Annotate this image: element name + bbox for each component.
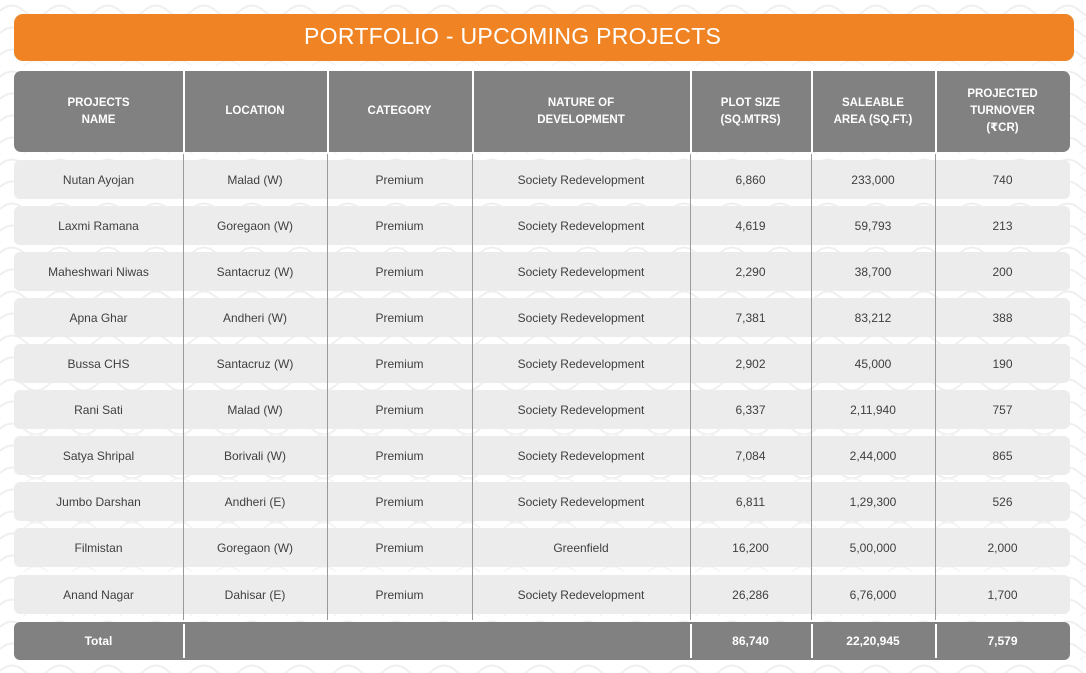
cell-project-name: Apna Ghar bbox=[69, 310, 128, 325]
column-divider bbox=[935, 246, 936, 297]
column-divider bbox=[472, 71, 474, 152]
cell-nature-of-development: Society Redevelopment bbox=[517, 218, 645, 233]
cell-location: Borivali (W) bbox=[224, 448, 286, 463]
column-divider bbox=[183, 71, 185, 152]
column-divider bbox=[472, 569, 473, 620]
cell-projected-turnover: 2,000 bbox=[987, 540, 1018, 555]
column-divider bbox=[690, 200, 691, 251]
column-divider bbox=[472, 430, 473, 481]
column-divider bbox=[327, 292, 328, 343]
table-row bbox=[14, 575, 1070, 614]
cell-project-name: Filmistan bbox=[74, 540, 123, 555]
cell-nature-of-development: Society Redevelopment bbox=[517, 494, 645, 509]
column-divider bbox=[811, 200, 812, 251]
cell-project-name: Jumbo Darshan bbox=[56, 494, 141, 509]
column-divider bbox=[690, 569, 691, 620]
column-divider bbox=[472, 154, 473, 205]
cell-plot-size: 4,619 bbox=[735, 218, 766, 233]
total-turnover: 7,579 bbox=[987, 634, 1018, 648]
cell-plot-size: 6,337 bbox=[735, 402, 766, 417]
column-divider bbox=[935, 200, 936, 251]
column-divider bbox=[183, 338, 184, 389]
column-divider bbox=[935, 338, 936, 389]
column-divider bbox=[690, 71, 692, 152]
table-row bbox=[14, 206, 1070, 245]
cell-saleable-area: 2,44,000 bbox=[849, 448, 897, 463]
cell-category: Premium bbox=[375, 402, 424, 417]
cell-plot-size: 2,290 bbox=[735, 264, 766, 279]
cell-location: Santacruz (W) bbox=[216, 264, 294, 279]
table-row bbox=[14, 160, 1070, 199]
column-divider bbox=[811, 338, 812, 389]
cell-project-name: Bussa CHS bbox=[67, 356, 130, 371]
column-divider bbox=[327, 569, 328, 620]
cell-projected-turnover: 865 bbox=[992, 448, 1013, 463]
cell-saleable-area: 233,000 bbox=[851, 172, 895, 187]
column-divider bbox=[811, 292, 812, 343]
column-divider bbox=[935, 292, 936, 343]
column-divider bbox=[183, 569, 184, 620]
cell-projected-turnover: 740 bbox=[992, 172, 1013, 187]
column-divider bbox=[183, 384, 184, 435]
column-divider bbox=[327, 384, 328, 435]
cell-nature-of-development: Greenfield bbox=[553, 540, 609, 555]
total-label: Total bbox=[84, 634, 113, 648]
table-row bbox=[14, 436, 1070, 475]
cell-plot-size: 7,381 bbox=[735, 310, 766, 325]
cell-category: Premium bbox=[375, 264, 424, 279]
table-row bbox=[14, 298, 1070, 337]
cell-category: Premium bbox=[375, 310, 424, 325]
column-divider bbox=[935, 476, 936, 527]
header-saleable-area: SALEABLE AREA (SQ.FT.) bbox=[833, 96, 913, 126]
header-projected-turnover: PROJECTED TURNOVER (₹CR) bbox=[967, 88, 1038, 134]
table-row bbox=[14, 528, 1070, 567]
cell-projected-turnover: 1,700 bbox=[987, 587, 1018, 602]
cell-category: Premium bbox=[375, 218, 424, 233]
cell-saleable-area: 83,212 bbox=[854, 310, 892, 325]
cell-project-name: Satya Shripal bbox=[62, 448, 135, 463]
table-row bbox=[14, 482, 1070, 521]
column-divider bbox=[327, 430, 328, 481]
column-divider bbox=[183, 430, 184, 481]
cell-project-name: Maheshwari Niwas bbox=[48, 264, 149, 279]
cell-location: Andheri (E) bbox=[224, 494, 286, 509]
cell-saleable-area: 2,11,940 bbox=[850, 402, 896, 417]
cell-category: Premium bbox=[375, 448, 424, 463]
column-divider bbox=[183, 624, 185, 658]
column-divider bbox=[811, 384, 812, 435]
cell-location: Goregaon (W) bbox=[216, 218, 294, 233]
column-divider bbox=[183, 476, 184, 527]
column-divider bbox=[811, 522, 812, 573]
header-category: CATEGORY bbox=[367, 105, 432, 117]
column-divider bbox=[327, 71, 329, 152]
column-divider bbox=[690, 522, 691, 573]
cell-nature-of-development: Society Redevelopment bbox=[517, 402, 645, 417]
cell-location: Malad (W) bbox=[227, 172, 283, 187]
column-divider bbox=[327, 246, 328, 297]
cell-location: Malad (W) bbox=[227, 402, 283, 417]
column-divider bbox=[690, 246, 691, 297]
column-divider bbox=[811, 154, 812, 205]
column-divider bbox=[183, 522, 184, 573]
header-project-name: PROJECTS NAME bbox=[67, 96, 130, 126]
cell-saleable-area: 45,000 bbox=[854, 356, 892, 371]
column-divider bbox=[935, 384, 936, 435]
column-divider bbox=[690, 476, 691, 527]
column-divider bbox=[811, 71, 813, 152]
column-divider bbox=[327, 200, 328, 251]
header-nature-of-development: NATURE OF DEVELOPMENT bbox=[537, 96, 625, 126]
table-header bbox=[14, 71, 1070, 152]
cell-projected-turnover: 200 bbox=[992, 264, 1013, 279]
cell-plot-size: 7,084 bbox=[735, 448, 766, 463]
cell-plot-size: 16,200 bbox=[732, 540, 769, 555]
table-row bbox=[14, 344, 1070, 383]
column-divider bbox=[472, 522, 473, 573]
cell-location: Goregaon (W) bbox=[216, 540, 294, 555]
column-divider bbox=[811, 246, 812, 297]
column-divider bbox=[183, 246, 184, 297]
column-divider bbox=[472, 292, 473, 343]
cell-plot-size: 6,860 bbox=[735, 172, 766, 187]
column-divider bbox=[690, 154, 691, 205]
column-divider bbox=[690, 430, 691, 481]
cell-saleable-area: 59,793 bbox=[854, 218, 892, 233]
table-row bbox=[14, 390, 1070, 429]
cell-saleable-area: 5,00,000 bbox=[849, 540, 897, 555]
column-divider bbox=[472, 384, 473, 435]
cell-location: Dahisar (E) bbox=[224, 587, 286, 602]
column-divider bbox=[811, 569, 812, 620]
cell-plot-size: 6,811 bbox=[735, 494, 766, 509]
column-divider bbox=[935, 569, 936, 620]
cell-category: Premium bbox=[375, 494, 424, 509]
table-row bbox=[14, 252, 1070, 291]
cell-projected-turnover: 213 bbox=[992, 218, 1013, 233]
cell-project-name: Laxmi Ramana bbox=[58, 218, 139, 233]
cell-projected-turnover: 388 bbox=[992, 310, 1013, 325]
cell-location: Santacruz (W) bbox=[216, 356, 294, 371]
cell-nature-of-development: Society Redevelopment bbox=[517, 448, 645, 463]
column-divider bbox=[935, 522, 936, 573]
column-divider bbox=[811, 476, 812, 527]
cell-nature-of-development: Society Redevelopment bbox=[517, 310, 645, 325]
cell-projected-turnover: 190 bbox=[992, 356, 1013, 371]
cell-nature-of-development: Society Redevelopment bbox=[517, 587, 645, 602]
cell-project-name: Rani Sati bbox=[74, 402, 123, 417]
cell-category: Premium bbox=[375, 172, 424, 187]
page-title: PORTFOLIO - UPCOMING PROJECTS bbox=[304, 23, 722, 49]
column-divider bbox=[472, 338, 473, 389]
cell-plot-size: 2,902 bbox=[735, 356, 766, 371]
cell-category: Premium bbox=[375, 356, 424, 371]
cell-nature-of-development: Society Redevelopment bbox=[517, 264, 645, 279]
total-plot-size: 86,740 bbox=[732, 634, 769, 648]
column-divider bbox=[935, 430, 936, 481]
column-divider bbox=[690, 384, 691, 435]
total-saleable-area: 22,20,945 bbox=[846, 634, 900, 648]
column-divider bbox=[183, 292, 184, 343]
column-divider bbox=[327, 476, 328, 527]
cell-saleable-area: 1,29,300 bbox=[849, 494, 897, 509]
column-divider bbox=[690, 338, 691, 389]
cell-nature-of-development: Society Redevelopment bbox=[517, 172, 645, 187]
column-divider bbox=[935, 71, 937, 152]
column-divider bbox=[472, 246, 473, 297]
column-divider bbox=[327, 522, 328, 573]
cell-saleable-area: 38,700 bbox=[854, 264, 892, 279]
column-divider bbox=[935, 154, 936, 205]
cell-project-name: Nutan Ayojan bbox=[62, 172, 135, 187]
cell-location: Andheri (W) bbox=[222, 310, 287, 325]
column-divider bbox=[472, 476, 473, 527]
header-plot-size: PLOT SIZE (SQ.MTRS) bbox=[720, 96, 781, 126]
cell-category: Premium bbox=[375, 587, 424, 602]
column-divider bbox=[811, 430, 812, 481]
column-divider bbox=[183, 154, 184, 205]
cell-saleable-area: 6,76,000 bbox=[849, 587, 897, 602]
cell-category: Premium bbox=[375, 540, 424, 555]
title-banner bbox=[14, 14, 1074, 61]
column-divider bbox=[327, 154, 328, 205]
column-divider bbox=[183, 200, 184, 251]
total-row bbox=[14, 622, 1070, 660]
header-location: LOCATION bbox=[225, 105, 285, 117]
cell-projected-turnover: 526 bbox=[992, 494, 1013, 509]
cell-projected-turnover: 757 bbox=[992, 402, 1013, 417]
cell-plot-size: 26,286 bbox=[732, 587, 769, 602]
cell-project-name: Anand Nagar bbox=[63, 587, 134, 602]
column-divider bbox=[690, 292, 691, 343]
column-divider bbox=[327, 338, 328, 389]
column-divider bbox=[472, 200, 473, 251]
cell-nature-of-development: Society Redevelopment bbox=[517, 356, 645, 371]
